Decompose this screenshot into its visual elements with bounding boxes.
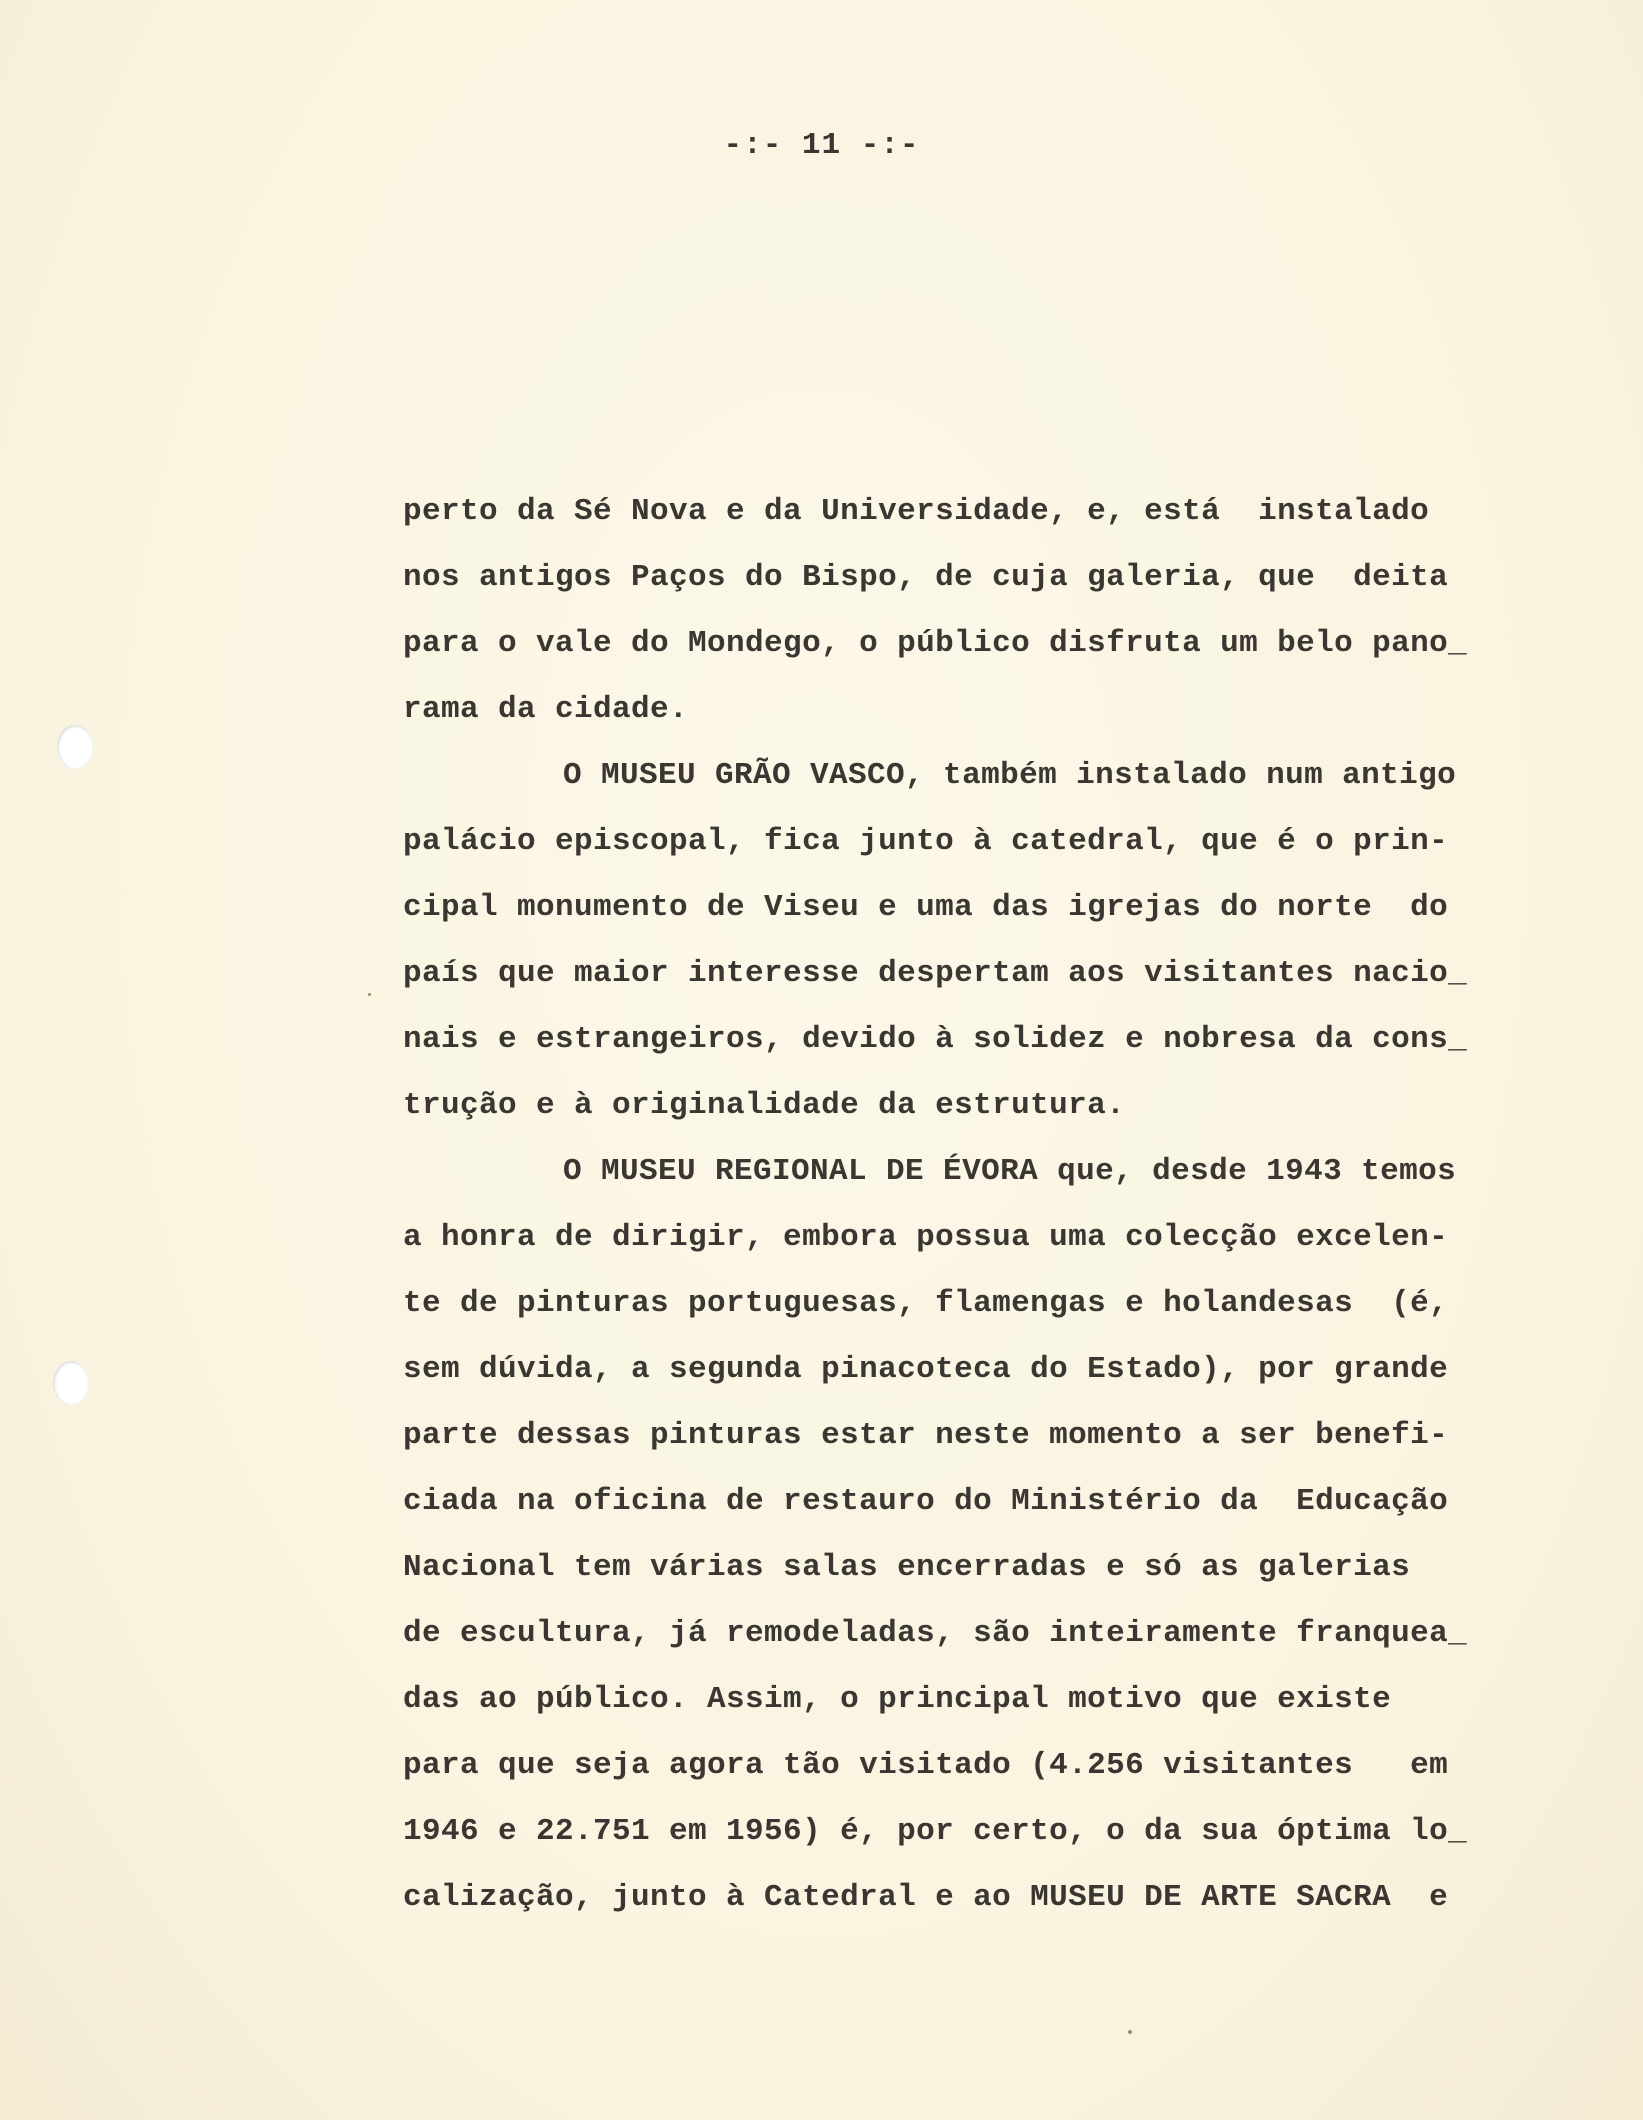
text-line: nos antigos Paços do Bispo, de cuja galeria, que deita xyxy=(403,560,1449,595)
text-line: perto da Sé Nova e da Universidade, e, está instalado xyxy=(403,494,1430,529)
text-line: 1946 e 22.751 em 1956) é, por certo, o da sua óptima lo_ xyxy=(403,1814,1468,1849)
text-line: sem dúvida, a segunda pinacoteca do Estado), por grande xyxy=(403,1352,1449,1387)
text-line: país que maior interesse despertam aos visitantes nacio_ xyxy=(403,956,1468,991)
text-line: O MUSEU REGIONAL DE ÉVORA que, desde 1943 temos xyxy=(563,1154,1457,1189)
text-line: para que seja agora tão visitado (4.256 visitantes em xyxy=(403,1748,1449,1783)
text-line: palácio episcopal, fica junto à catedral, que é o prin- xyxy=(403,824,1449,859)
text-line: te de pinturas portuguesas, flamengas e holandesas (é, xyxy=(403,1286,1449,1321)
paper-speck xyxy=(368,993,371,996)
punch-hole-bottom xyxy=(53,1361,89,1405)
paper-speck xyxy=(1128,2030,1132,2034)
text-line: para o vale do Mondego, o público disfruta um belo pano_ xyxy=(403,626,1468,661)
text-line: das ao público. Assim, o principal motivo que existe xyxy=(403,1682,1392,1717)
text-line: ciada na oficina de restauro do Ministério da Educação xyxy=(403,1484,1449,1519)
page-number: -:- 11 -:- xyxy=(723,128,920,163)
text-line: parte dessas pinturas estar neste momento a ser benefi- xyxy=(403,1418,1449,1453)
text-line: rama da cidade. xyxy=(403,692,689,727)
text-line: calização, junto à Catedral e ao MUSEU DE ARTE SACRA e xyxy=(403,1880,1449,1915)
text-line: trução e à originalidade da estrutura. xyxy=(403,1088,1126,1123)
text-line: a honra de dirigir, embora possua uma colecção excelen- xyxy=(403,1220,1449,1255)
text-line: O MUSEU GRÃO VASCO, também instalado num antigo xyxy=(563,758,1457,793)
document-body xyxy=(403,490,1503,1942)
text-line: cipal monumento de Viseu e uma das igrejas do norte do xyxy=(403,890,1449,925)
punch-hole-top xyxy=(57,725,93,769)
text-line: de escultura, já remodeladas, são inteiramente franquea_ xyxy=(403,1616,1468,1651)
text-line: Nacional tem várias salas encerradas e só as galerias xyxy=(403,1550,1411,1585)
text-line: nais e estrangeiros, devido à solidez e nobresa da cons_ xyxy=(403,1022,1468,1057)
